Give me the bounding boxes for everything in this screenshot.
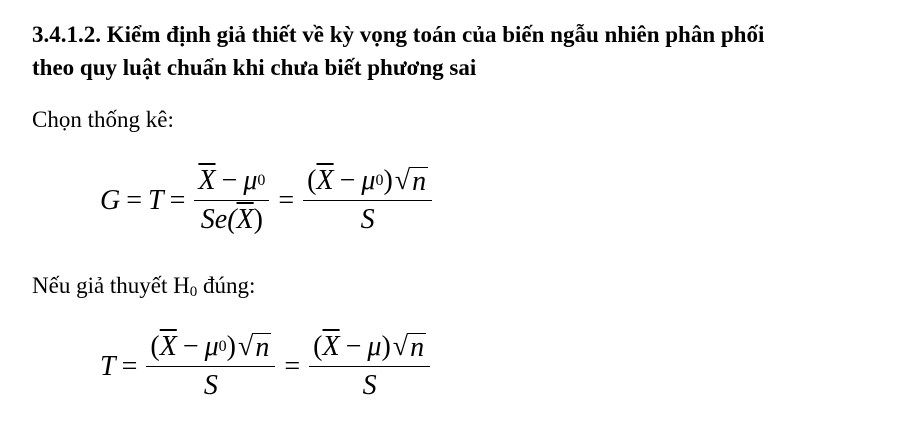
open-paren: (: [150, 331, 160, 362]
heading-line-2: theo quy luật chuẩn khi chưa biết phương sai: [32, 55, 477, 80]
radicand-n: n: [412, 165, 427, 197]
radicand-n: n: [255, 331, 270, 363]
mu: μ: [204, 331, 219, 362]
section-heading: [32, 18, 872, 84]
if-hypothesis-before: Nếu giả thuyết H: [32, 273, 190, 298]
fraction-1-denominator: S: [203, 370, 218, 401]
formula1-t: T: [148, 184, 164, 216]
open-paren: (: [313, 331, 323, 362]
xbar: $\overline{X}$: [198, 165, 216, 196]
h-subscript: 0: [189, 284, 198, 300]
xbar: $\overline{X}$: [236, 204, 254, 235]
fraction-2-denominator: S: [362, 370, 377, 401]
xbar: $\overline{X}$: [316, 165, 334, 196]
choose-statistic-text: Chọn thống kê:: [32, 107, 174, 132]
minus-sign: −: [182, 331, 199, 362]
mu: μ: [367, 331, 382, 362]
fraction-2-denominator: S: [360, 204, 375, 235]
open-paren: (: [307, 165, 317, 196]
minus-sign: −: [221, 165, 238, 196]
formula1-eq-3: =: [278, 184, 295, 216]
formula2-eq-2: =: [284, 350, 301, 382]
fraction-2-numerator: [309, 330, 430, 367]
close-paren: ): [226, 331, 236, 362]
xbar: $\overline{X}$: [159, 331, 177, 362]
formula-statistic-g: [100, 164, 435, 237]
heading-line-1: 3.4.1.2. Kiểm định giả thiết về kỳ vọng toán của biến ngẫu nhiên phân phối: [32, 22, 765, 47]
formula2-t: T: [100, 350, 116, 382]
formula1-fraction-2: [303, 164, 432, 237]
sqrt-sign: √: [394, 165, 411, 196]
if-hypothesis-after: đúng:: [197, 273, 256, 298]
fraction-2-numerator: ( $\overline{X}$ − μ 0 ) √ n: [303, 164, 432, 201]
close-paren: ): [381, 331, 391, 362]
se-label: Se(: [200, 204, 237, 235]
close-paren: ): [253, 204, 263, 235]
fraction-1-denominator: [197, 201, 267, 237]
formula1-eq-2: =: [169, 184, 186, 216]
formula2-fraction-2: [309, 330, 430, 403]
minus-sign: −: [339, 165, 356, 196]
formula2-eq-1: =: [121, 350, 138, 382]
formula1-fraction-1: [194, 164, 269, 237]
mu: μ: [361, 165, 376, 196]
xbar: $\overline{X}$: [322, 331, 340, 362]
formula2-fraction-1: [146, 330, 275, 403]
if-hypothesis-text: [32, 272, 255, 300]
minus-sign: −: [345, 331, 362, 362]
fraction-1-numerator: ( $\overline{X}$ − μ 0 ) √ n: [146, 330, 275, 367]
formula1-g: G: [100, 184, 121, 216]
formula1-eq-1: =: [126, 184, 143, 216]
sqrt-sign: √: [392, 331, 409, 362]
fraction-1-numerator: $\overline{X}$ − μ 0: [194, 164, 269, 201]
radicand-n: n: [410, 331, 425, 363]
mu: μ: [243, 165, 258, 196]
close-paren: ): [383, 165, 393, 196]
formula-statistic-t: [100, 330, 433, 403]
sqrt-sign: √: [238, 331, 254, 362]
